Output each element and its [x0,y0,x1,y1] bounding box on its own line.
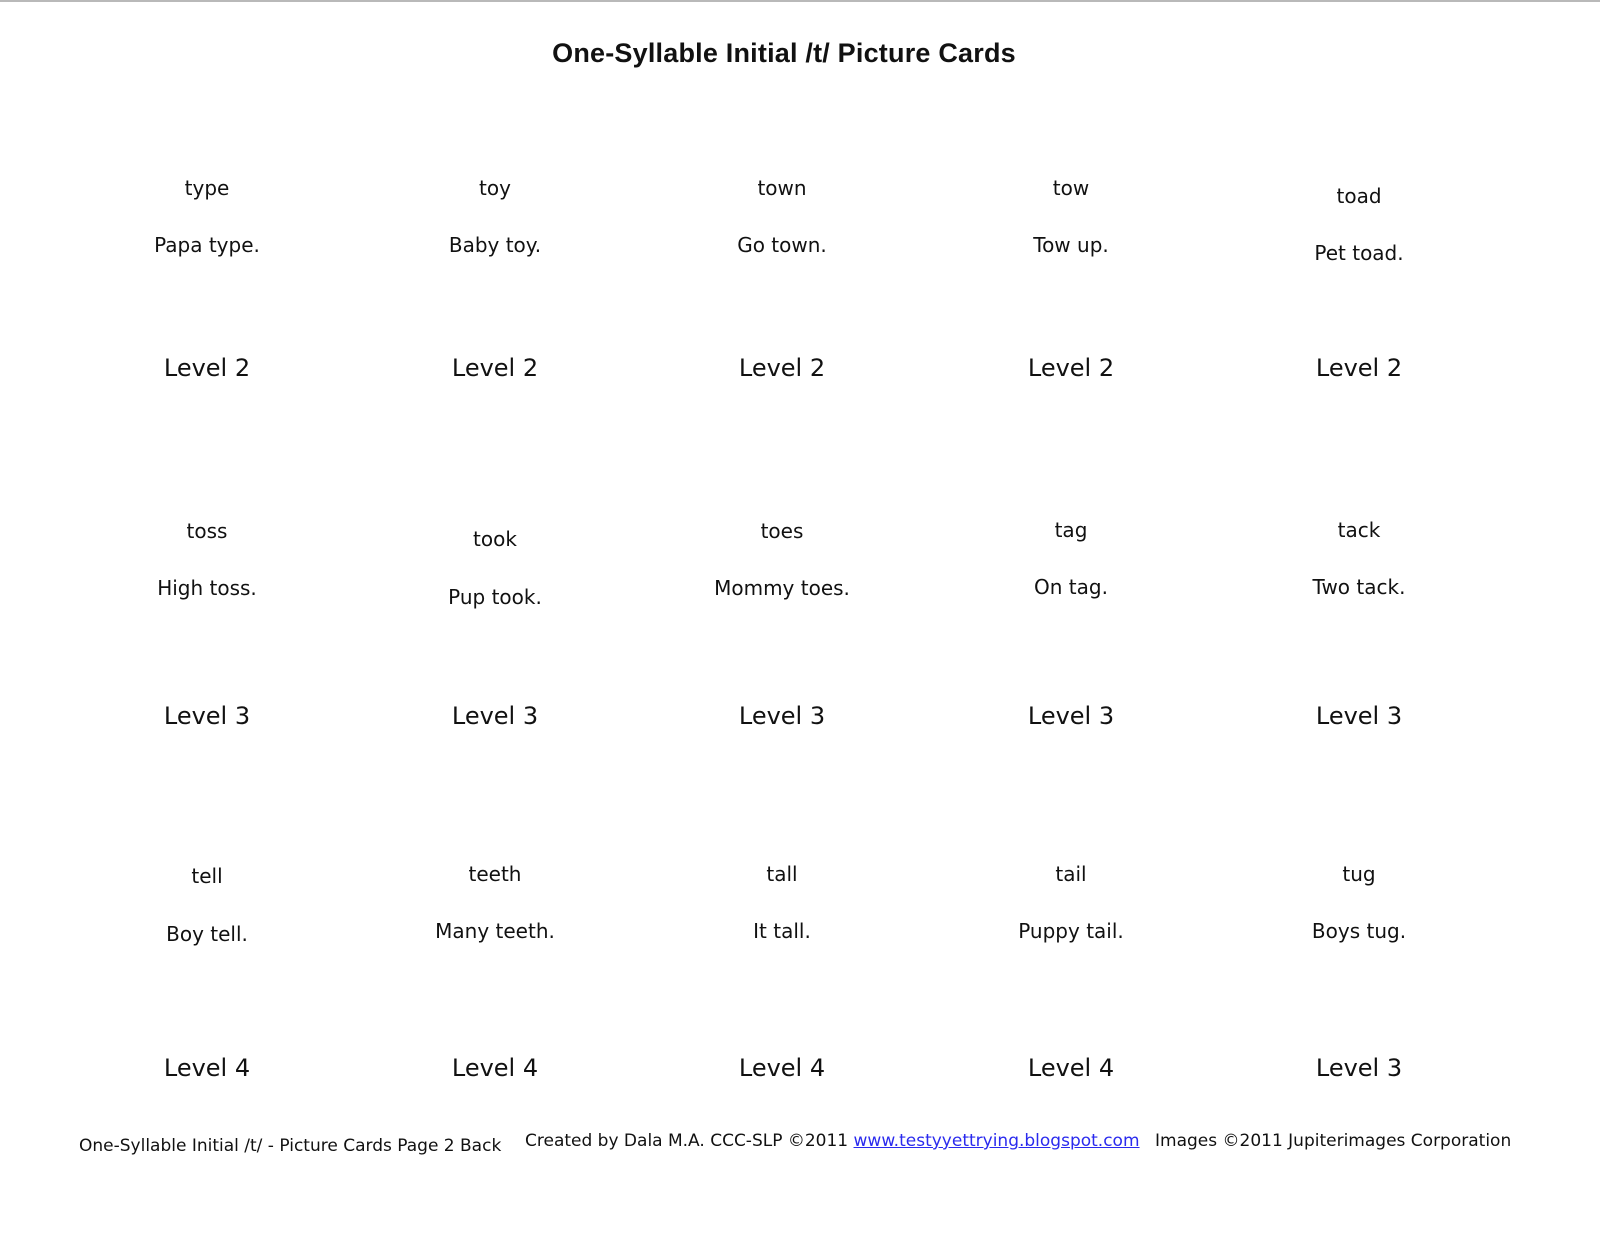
card-sentence: Papa type. [154,233,260,257]
card-word: type [184,176,230,200]
card-word: teeth [468,862,522,886]
card-level: Level 3 [1315,702,1403,730]
card-sentence: Mommy toes. [714,576,850,600]
card-word: toad [1336,184,1382,208]
card-sentence: Boys tug. [1311,919,1407,943]
card-level: Level 4 [451,1054,539,1082]
card-grid [63,0,1503,1236]
card-sentence: It tall. [753,919,811,943]
card-word: town [757,176,807,200]
card-word: toy [479,176,511,200]
footer-credit-text: Created by Dala M.A. CCC-SLP ©2011 [525,1131,854,1151]
card-word: tug [1342,862,1376,886]
card-word: tag [1054,518,1088,542]
card-sentence: Many teeth. [435,919,555,943]
card-level: Level 3 [163,702,251,730]
card-sentence: Go town. [737,233,827,257]
card-level: Level 2 [451,354,539,382]
card-word: tell [191,864,223,888]
card-level: Level 4 [163,1054,251,1082]
card-word: took [473,527,517,551]
footer-credit [525,1131,1140,1151]
card-word: toes [760,519,804,543]
card-level: Level 2 [163,354,251,382]
card-word: toss [186,519,228,543]
card-sentence: Two tack. [1312,575,1406,599]
card-sentence: Pup took. [448,585,542,609]
card-sentence: Puppy tail. [1018,919,1124,943]
card-level: Level 4 [738,1054,826,1082]
card-sentence: On tag. [1034,575,1108,599]
card-sentence: Tow up. [1033,233,1109,257]
page-title: One-Syllable Initial /t/ Picture Cards [552,38,1016,68]
card-level: Level 4 [1027,1054,1115,1082]
card-word: tow [1052,176,1090,200]
card-sentence: Baby toy. [448,233,542,257]
card-sentence: Boy tell. [166,922,248,946]
footer-image-credit: Images ©2011 Jupiterimages Corporation [1155,1131,1512,1151]
card-word: tack [1337,518,1381,542]
card-level: Level 2 [1315,354,1403,382]
card-word: tall [766,862,798,886]
card-level: Level 3 [1027,702,1115,730]
card-level: Level 2 [738,354,826,382]
footer-page-label: One-Syllable Initial /t/ - Picture Cards Page 2 Back [79,1136,502,1156]
card-sentence: High toss. [157,576,257,600]
card-sentence: Pet toad. [1314,241,1404,265]
footer-blog-link[interactable]: www.testyyettrying.blogspot.com [853,1131,1140,1151]
card-level: Level 2 [1027,354,1115,382]
card-level: Level 3 [451,702,539,730]
card-word: tail [1055,862,1087,886]
card-level: Level 3 [738,702,826,730]
card-level: Level 3 [1315,1054,1403,1082]
